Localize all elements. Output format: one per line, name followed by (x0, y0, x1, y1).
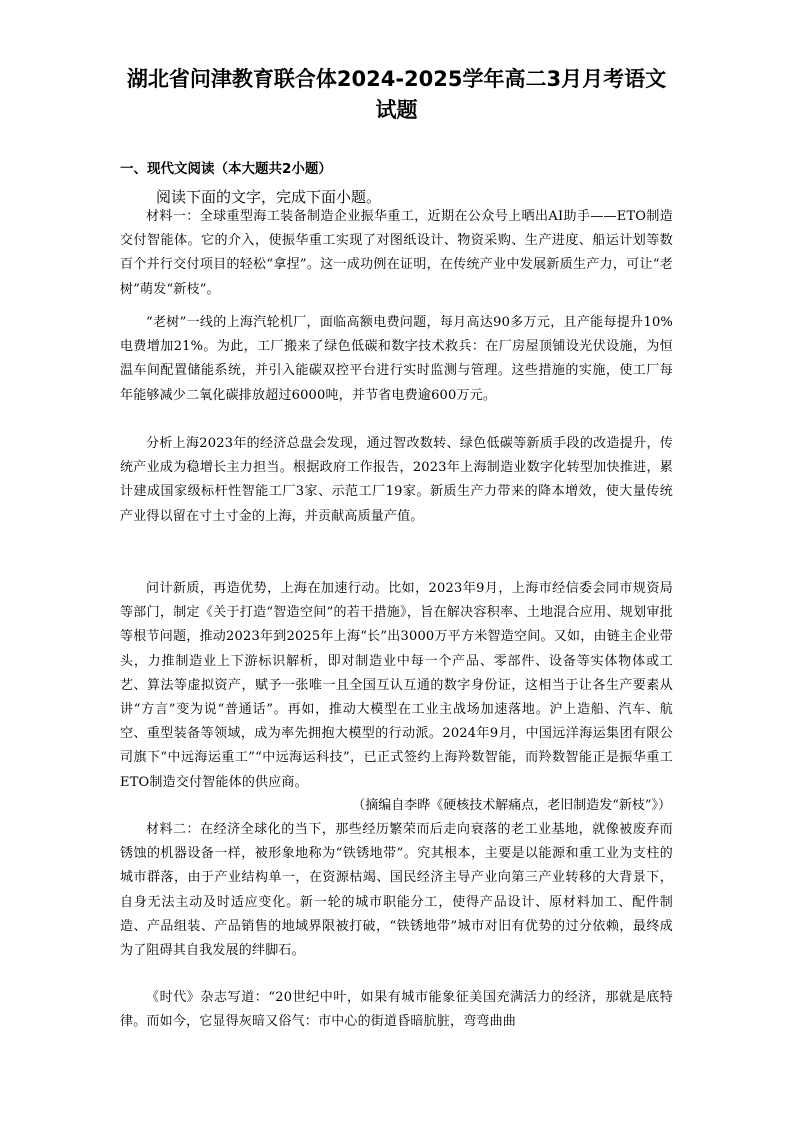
paragraph-text: 材料一：全球重型海工装备制造企业振华重工，近期在公众号上晒出AI助手——ETO制造交付智能体。它的介入，使振华重工实现了对图纸设计、物资采购、生产进度、船运计划等数百个并行交付项目的轻松“拿捏”。这一成功例在证明，在传统产业中发展新质生产力，可让“老树”萌发“新枝”。 (120, 209, 673, 297)
section-heading: 一、现代文阅读（本大题共2小题） (120, 161, 332, 177)
material-2-paragraph-1 (120, 818, 673, 963)
document-title-line-2: 试题 (375, 98, 418, 122)
paragraph-text: 问计新质，再造优势，上海在加速行动。比如，2023年9月，上海市经信委会同市规资局等部门，制定《关于打造“智造空间”的若干措施》，旨在解决容积率、土地混合应用、规划审批等根节问题，推动2023年到2025年上海“长”出3000万平方米智造空间。又如，由链主企业带头，力推制造业上下游标识解析，即对制造业中每一个产品、零部件、设备等实体物体或工艺、算法等虚拟资产，赋予一张唯一且全国互认互通的数字身份证，这相当于让各生产要素从讲“方言”变为说“普通话”。再如，推动大模型在工业主战场加速落地。沪上造船、汽车、航空、重型装备等领域，成为率先拥抱大模型的行动派。2024年9月，中国远洋海运集团有限公司旗下“中远海运重工”“中远海运科技”，已正式签约上海羚数智能，而羚数智能正是振华重工ETO制造交付智能体的供应商。 (120, 581, 673, 790)
paragraph-text: “老树”一线的上海汽轮机厂，面临高额电费问题，每月高达90多万元，且产能每提升10%电费增加21%。为此，工厂搬来了绿色低碳和数字技术救兵：在厂房屋顶铺设光伏设施，为恒温车间配置储能系统，并引入能碳双控平台进行实时监测与管理。这些措施的实施，使工厂每年能够减少二氧化碳排放超过6000吨，并节省电费逾600万元。 (120, 315, 673, 403)
reading-instruction: 阅读下面的文字，完成下面小题。 (156, 188, 382, 206)
material-1-paragraph-3 (120, 432, 673, 529)
material-1-paragraph-2 (120, 311, 673, 408)
paragraph-text: 分析上海2023年的经济总盘会发现，通过智改数转、绿色低碳等新质手段的改造提升，传统产业成为稳增长主力担当。根据政府工作报告，2023年上海制造业数字化转型加快推进，累计建成国家级标杆性智能工厂3家、示范工厂19家。新质生产力带来的降本增效，使大量传统产业得以留在寸土寸金的上海，并贡献高质量产值。 (120, 436, 673, 524)
material-2-paragraph-2 (120, 986, 673, 1034)
paragraph-text: 《时代》杂志写道：“20世纪中叶，如果有城市能象征美国充满活力的经济，那就是底特律。而如今，它显得灰暗又俗气：市中心的街道昏暗肮脏，弯弯曲曲 (120, 990, 673, 1030)
source-citation: （摘编自李晔《硬核技术解痛点，老旧制造发“新枝”》） (352, 798, 671, 813)
document-title-line-1: 湖北省问津教育联合体2024-2025学年高二3月月考语文 (126, 67, 667, 91)
material-1-paragraph-1 (120, 205, 673, 302)
material-1-paragraph-4 (120, 577, 673, 795)
paragraph-text: 材料二：在经济全球化的当下，那些经历繁荣而后走向衰落的老工业基地，就像被废弃而锈蚀的机器设备一样，被形象地称为“铁锈地带”。究其根本，主要是以能源和重工业为支柱的城市群落，由于产业结构单一，在资源枯竭、国民经济主导产业向第三产业转移的大背景下，自身无法主动及时适应变化。新一轮的城市职能分工，使得产品设计、原材料加工、配件制造、产品组装、产品销售的地域界限被打破，“铁锈地带”城市对旧有优势的过分依赖，最终成为了阻碍其自我发展的绊脚石。 (120, 822, 673, 959)
